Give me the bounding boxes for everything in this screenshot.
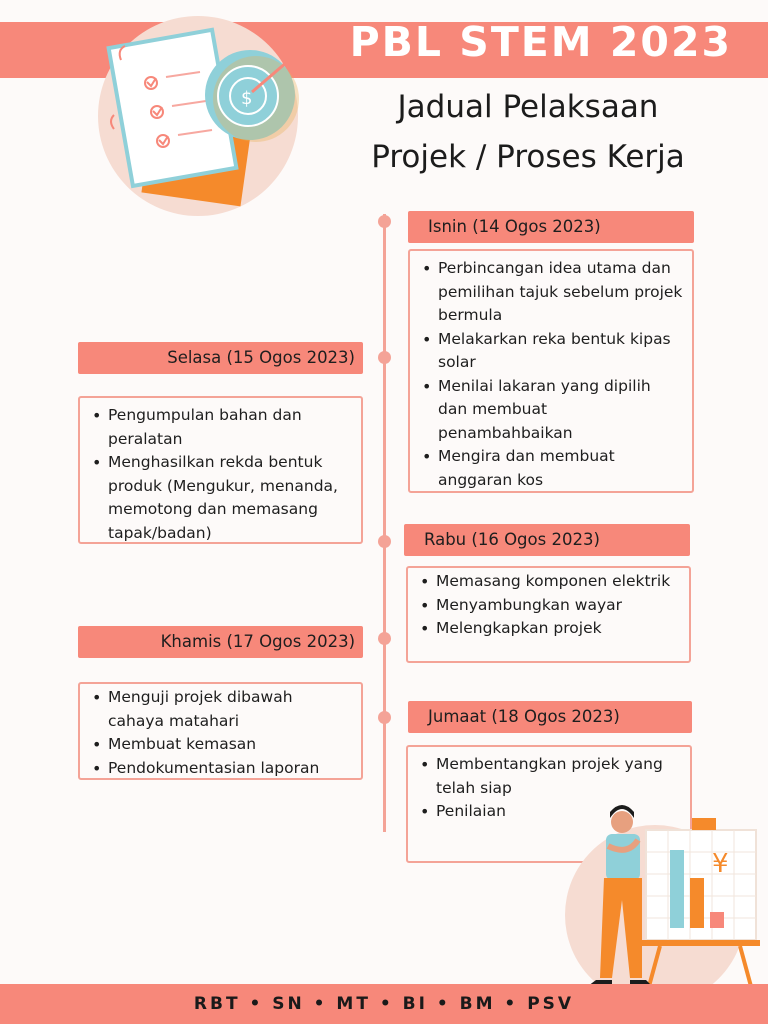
timeline-dot <box>378 351 391 364</box>
day-header-khamis: Khamis (17 Ogos 2023) <box>78 626 363 658</box>
page-title: PBL STEM 2023 <box>349 18 732 66</box>
page-subtitle <box>328 82 728 182</box>
task-item: • Menyambungkan wayar <box>416 594 681 618</box>
day-header-selasa: Selasa (15 Ogos 2023) <box>78 342 363 374</box>
task-item: • Membentangkan projek yang telah siap <box>416 753 682 800</box>
timeline-line <box>383 214 386 832</box>
day-header-isnin: Isnin (14 Ogos 2023) <box>408 211 694 243</box>
subtitle-line-2: Projek / Proses Kerja <box>371 139 685 175</box>
presenter-illustration <box>560 790 768 990</box>
task-item: • Melakarkan reka bentuk kipas solar <box>418 328 684 375</box>
day-header-rabu: Rabu (16 Ogos 2023) <box>404 524 690 556</box>
timeline-dot <box>378 215 391 228</box>
task-box-khamis <box>78 682 363 780</box>
yen-icon: ¥ <box>712 849 729 879</box>
task-box-selasa <box>78 396 363 544</box>
timeline-dot <box>378 632 391 645</box>
task-box-isnin <box>408 249 694 493</box>
task-item: • Membuat kemasan <box>88 733 353 757</box>
task-item: • Pengumpulan bahan dan peralatan <box>88 404 353 451</box>
dollar-icon <box>0 0 320 220</box>
footer-subjects: RBT • SN • MT • BI • BM • PSV <box>193 994 575 1014</box>
task-item: • Perbincangan idea utama dan pemilihan tajuk sebelum projek bermula <box>418 257 684 328</box>
task-box-rabu <box>406 566 691 663</box>
subtitle-line-1: Jadual Pelaksaan <box>397 89 659 125</box>
day-header-jumaat: Jumaat (18 Ogos 2023) <box>408 701 692 733</box>
timeline-dot <box>378 711 391 724</box>
timeline-dot <box>378 535 391 548</box>
task-item: • Menghasilkan rekda bentuk produk (Mengukur, menanda, memotong dan memasang tapak/badan) <box>88 451 353 545</box>
svg-text:$: $ <box>241 88 253 109</box>
task-item: • Menguji projek dibawah cahaya matahari <box>88 686 353 733</box>
task-item: • Mengira dan membuat anggaran kos <box>418 445 684 492</box>
task-item: • Memasang komponen elektrik <box>416 570 681 594</box>
task-item: • Melengkapkan projek <box>416 617 681 641</box>
task-item: • Menilai lakaran yang dipilih dan membuat penambahbaikan <box>418 375 684 446</box>
task-item: • Pendokumentasian laporan <box>88 757 353 781</box>
footer-band <box>0 984 768 1024</box>
task-item: • Penilaian <box>416 800 682 824</box>
